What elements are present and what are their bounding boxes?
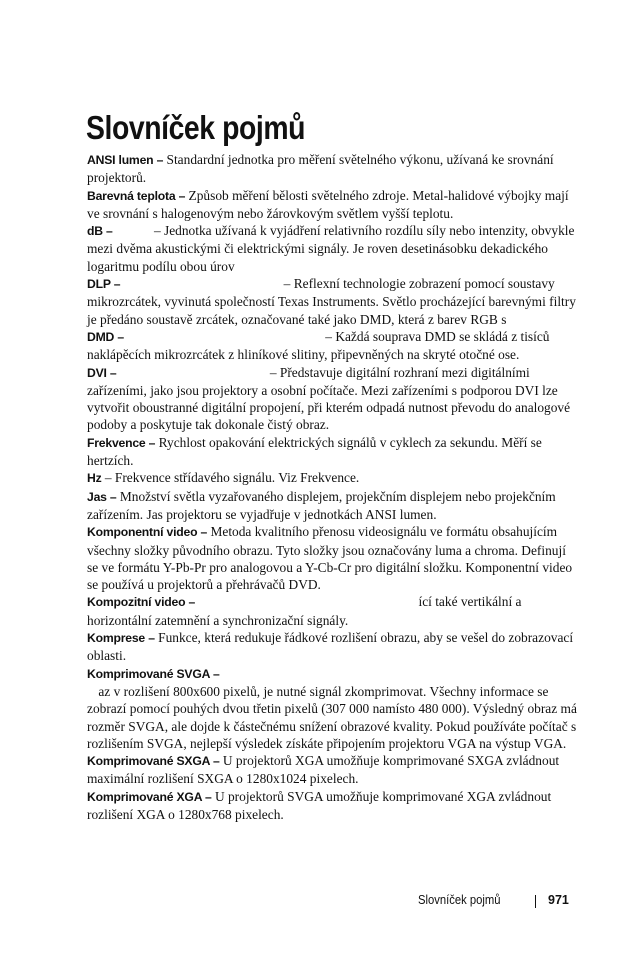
glossary-term: Komprimované XGA –: [87, 789, 212, 804]
glossary-definition: Rychlost opakování elektrických signálů v cyklech za sekundu. Měří se hertzích.: [87, 434, 542, 469]
glossary-term: Kompozitní video –: [87, 595, 196, 610]
glossary-definition: – Představuje digitální rozhraní mezi digitálními zařízeními, jako jsou projektory a osobní počítače. Mezi zařízeními s podporou DVI lze vytvořit oboustranné digitální propojení, při kterém odpadá nutnost převodu do analogové podoby a poskytuje tak dokonale čistý obraz.: [87, 364, 571, 433]
glossary-definition: U projektorů XGA umožňuje komprimované SXGA zvládnout maximální rozlišení SXGA o 1280x1024 pixelech.: [87, 753, 560, 787]
glossary-entry: [87, 629, 577, 665]
page-footer: [0, 893, 636, 911]
glossary-definition: – Jednotka užívaná k vyjádření relativního rozdílu síly nebo intenzity, obvykle mezi dvěma akustickými či elektrickými signály. Je roven desetinásobku dekadického logaritmu podílu obou úrov: [87, 223, 575, 274]
glossary-term: Komponentní video –: [87, 525, 208, 540]
footer-section-title: Slovníček pojmů: [418, 893, 501, 907]
glossary-definition: Standardní jednotka pro měření světelného výkonu, užívaná ke srovnání projektorů.: [87, 152, 554, 186]
glossary-term: dB –: [87, 224, 113, 239]
glossary-entry: [87, 222, 577, 275]
glossary-entry: [87, 187, 577, 223]
glossary-term: Komprese –: [87, 631, 155, 646]
glossary-entry: [87, 665, 577, 752]
page-number: 971: [548, 893, 569, 907]
page-title: Slovníček pojmů: [86, 109, 306, 146]
glossary-term: Frekvence –: [87, 435, 156, 450]
glossary-definition: Funkce, která redukuje řádkové rozlišení obrazu, aby se vešel do zobrazovací oblasti.: [87, 630, 574, 664]
glossary-entry: [87, 593, 577, 629]
glossary-entry: [87, 752, 577, 788]
glossary-definition: – Reflexní technologie zobrazení pomocí soustavy mikrozrcátek, vyvinutá společností Texas Instruments. Světlo procházející barevnými filtry je předáno soustavě zrcátek, označované také jako DMD, která z barev RGB s: [87, 276, 576, 327]
glossary-entry: [87, 523, 577, 593]
glossary-definition: U projektorů SVGA umožňuje komprimované XGA zvládnout rozlišení XGA o 1280x768 pixelech.: [87, 788, 552, 822]
glossary-definition: Způsob měření bělosti světelného zdroje. Metal-halidové výbojky mají ve srovnání s halogenovým nebo žárovkovým světlem vyšší teplotu.: [87, 187, 569, 221]
glossary-entry: [87, 469, 577, 487]
glossary-term: Komprimované SXGA –: [87, 754, 220, 769]
glossary-entry: [87, 151, 577, 187]
glossary-definition: Metoda kvalitního přenosu videosignálu ve formátu obsahujícím všechny složky původního obrazu. Tyto složky jsou označovány luma a chroma. Definují se ve formátu Y-Pb-Pr pro analogovou a Y-Cb-Cr pro digitální složku. Komponentní video se používá u projektorů a přehrávačů DVD.: [87, 524, 573, 593]
glossary-term: DLP –: [87, 277, 121, 292]
glossary-term: ANSI lumen –: [87, 153, 164, 167]
glossary-term: Hz: [87, 471, 102, 486]
glossary-term: Jas –: [87, 489, 117, 504]
glossary-entry: [87, 275, 577, 328]
glossary-definition: – Frekvence střídavého signálu. Viz Frekvence.: [101, 470, 360, 486]
footer-divider: [535, 895, 536, 908]
glossary-term: Komprimované SVGA –: [87, 666, 220, 681]
glossary-term: Barevná teplota –: [87, 188, 186, 203]
glossary-entry: [87, 488, 577, 524]
glossary-body: [87, 151, 577, 823]
glossary-entry: [87, 788, 577, 824]
glossary-definition: – Každá souprava DMD se skládá z tisíců naklápěcích mikrozrcátek z hliníkové slitiny, připevněných na skryté otočné ose.: [87, 328, 550, 363]
glossary-entry: [87, 364, 577, 434]
glossary-entry: [87, 434, 577, 470]
glossary-definition: ící také vertikální a horizontální zatemnění a synchronizační signály.: [87, 594, 522, 628]
glossary-definition: az v rozlišení 800x600 pixelů, je nutné signál zkomprimovat. Všechny informace se zobrazí pomocí pouhých dvou třetin pixelů (307 000 namísto 480 000). Výsledný obraz má rozměr SVGA, ale dojde k částečnému snížení obrazové kvality. Pokud používáte počítač s rozlišením SVGA, nejlepší výsledek získáte připojením projektoru VGA na výstup VGA.: [87, 683, 577, 751]
glossary-term: DMD –: [87, 329, 124, 344]
glossary-definition: Množství světla vyzařovaného displejem, projekčním displejem nebo projekčním zařízením. Jas projektoru se vyjadřuje v jednotkách ANSI lumen.: [87, 488, 556, 522]
glossary-entry: [87, 328, 577, 364]
glossary-term: DVI –: [87, 365, 117, 380]
